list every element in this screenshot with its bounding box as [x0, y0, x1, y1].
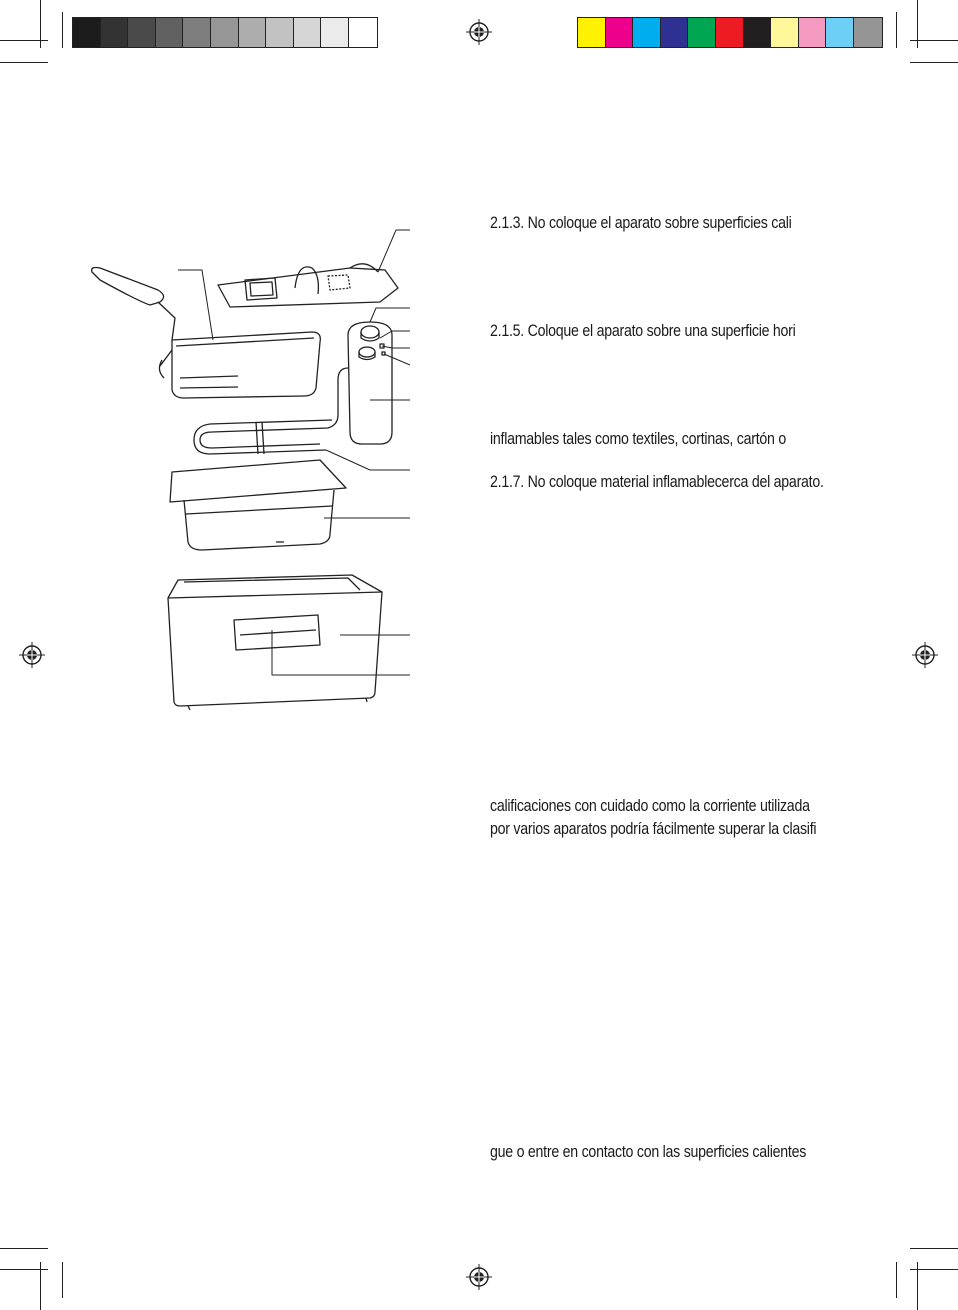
crop-mark-tr-h2: [910, 62, 958, 63]
grayscale-swatch-2: [128, 18, 156, 47]
crop-mark-bl-v2: [62, 1262, 63, 1298]
registration-mark-icon: [912, 642, 938, 668]
registration-mark-icon: [19, 642, 45, 668]
text-line-2-1-3: 2.1.3. No coloque el aparato sobre superficies cali: [490, 214, 792, 232]
text-line-inflamables: inflamables tales como textiles, cortinas, cartón o: [490, 430, 787, 448]
grayscale-swatch-10: [349, 18, 377, 47]
process-swatch-4: [688, 18, 716, 47]
crop-mark-tr-v: [917, 0, 918, 48]
process-swatch-3: [661, 18, 689, 47]
process-swatch-1: [606, 18, 634, 47]
text-line-2-1-5: 2.1.5. Coloque el aparato sobre una superficie hori: [490, 322, 796, 340]
text-line-gue-o-entre: gue o entre en contacto con las superficies calientes: [490, 1143, 807, 1161]
registration-mark-icon: [466, 1264, 492, 1290]
grayscale-swatch-0: [73, 18, 101, 47]
fryer-exploded-diagram: [80, 210, 420, 720]
lid-part: [218, 264, 398, 307]
process-color-bar: [577, 17, 883, 48]
process-swatch-5: [716, 18, 744, 47]
crop-mark-br-v2: [896, 1262, 897, 1298]
grayscale-swatch-4: [183, 18, 211, 47]
grayscale-swatch-6: [239, 18, 267, 47]
crop-mark-tl-h2: [0, 62, 48, 63]
heating-element-part: [194, 415, 338, 454]
crop-mark-br-v: [917, 1262, 918, 1310]
process-swatch-0: [578, 18, 606, 47]
crop-mark-tl-v2: [62, 12, 63, 48]
grayscale-swatch-7: [266, 18, 294, 47]
crop-mark-tr-v2: [896, 12, 897, 48]
control-box-part: [338, 322, 392, 444]
text-line-calificaciones: calificaciones con cuidado como la corriente utilizada: [490, 797, 810, 815]
crop-mark-tl-v: [40, 0, 41, 48]
process-swatch-9: [826, 18, 854, 47]
text-line-por-varios: por varios aparatos podría fácilmente superar la clasifi: [490, 820, 817, 838]
process-swatch-7: [771, 18, 799, 47]
grayscale-color-bar: [72, 17, 378, 48]
grayscale-swatch-8: [294, 18, 322, 47]
grayscale-swatch-3: [156, 18, 184, 47]
grayscale-swatch-5: [211, 18, 239, 47]
process-swatch-2: [633, 18, 661, 47]
housing-part: [168, 575, 382, 710]
crop-mark-bl-h: [0, 1248, 48, 1249]
crop-mark-bl-v: [40, 1262, 41, 1310]
process-swatch-8: [799, 18, 827, 47]
frying-basket-part: [92, 268, 321, 399]
registration-mark-icon: [466, 19, 492, 45]
process-swatch-10: [854, 18, 882, 47]
text-line-2-1-7: 2.1.7. No coloque material inflamablecerca del aparato.: [490, 473, 824, 491]
grayscale-swatch-1: [101, 18, 129, 47]
oil-container-part: [170, 460, 346, 550]
leader-lines: [178, 230, 410, 675]
grayscale-swatch-9: [321, 18, 349, 47]
process-swatch-6: [744, 18, 772, 47]
crop-mark-br-h: [910, 1248, 958, 1249]
